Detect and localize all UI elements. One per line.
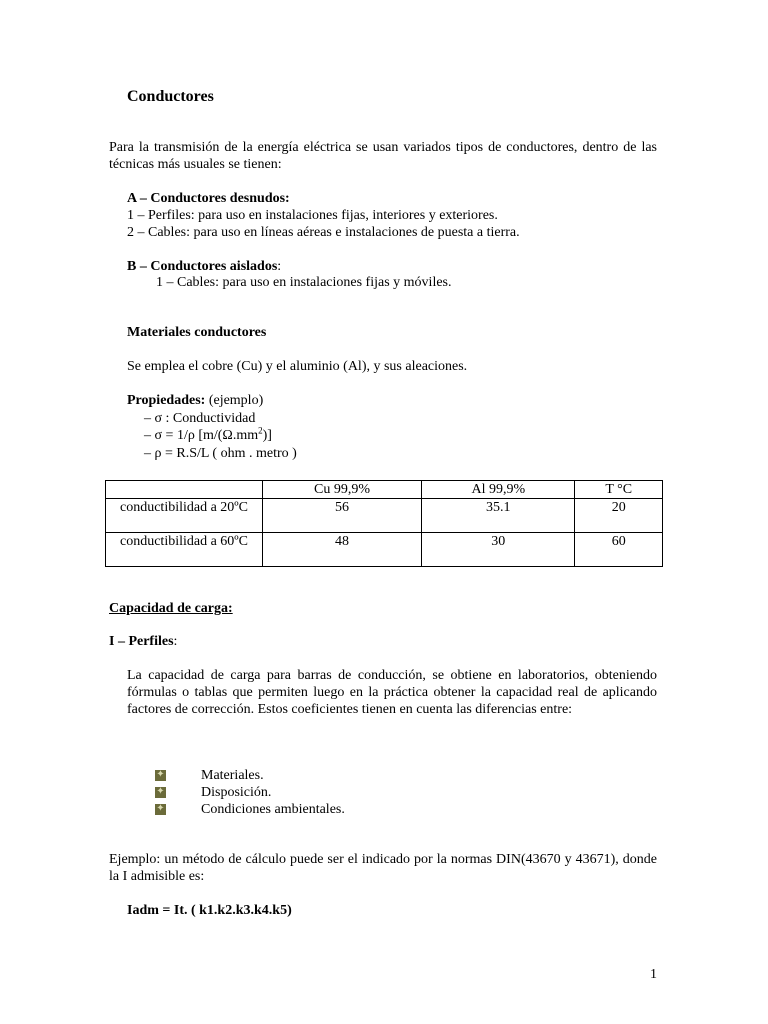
- materials-heading: Materiales conductores: [127, 325, 267, 340]
- table-header-cell: Al 99,9%: [422, 481, 575, 499]
- table-cell: 20: [575, 499, 663, 533]
- page-number: 1: [650, 967, 657, 982]
- perfiles-heading: [109, 633, 177, 650]
- section-b-item-1: 1 – Cables: para uso en instalaciones fijas y móviles.: [156, 275, 452, 290]
- list-item-text: Materiales.: [201, 768, 264, 783]
- bullet-icon: [155, 787, 166, 798]
- perfiles-heading-text: I – Perfiles: [109, 634, 174, 649]
- property-line-2: [144, 427, 272, 444]
- example-paragraph: Ejemplo: un método de cálculo puede ser el indicado por la normas DIN(43670 y 43671), donde la I admisible es:: [109, 852, 657, 884]
- list-item-text: Condiciones ambientales.: [201, 802, 345, 817]
- properties-heading-text: Propiedades:: [127, 393, 206, 408]
- bullet-icon: [155, 804, 166, 815]
- property-line-3: – ρ = R.S/L ( ohm . metro ): [144, 446, 297, 461]
- table-header-cell: Cu 99,9%: [263, 481, 422, 499]
- section-a-item-2: 2 – Cables: para uso en líneas aéreas e instalaciones de puesta a tierra.: [127, 225, 520, 240]
- table-cell: conductibilidad a 20ºC: [106, 499, 263, 533]
- property-line-2-post: )]: [262, 428, 272, 443]
- section-a-item-1: 1 – Perfiles: para uso en instalaciones fijas, interiores y exteriores.: [127, 208, 498, 223]
- perfiles-heading-colon: :: [173, 634, 178, 649]
- section-b-heading-colon: :: [277, 259, 282, 274]
- table-header-cell: T °C: [575, 481, 663, 499]
- property-line-2-sup: 2: [258, 425, 263, 436]
- properties-table: [105, 480, 663, 567]
- list-item-text: Disposición.: [201, 785, 272, 800]
- formula: Iadm = It. ( k1.k2.k3.k4.k5): [127, 903, 292, 918]
- table-cell: 60: [575, 533, 663, 567]
- table-cell: 35.1: [422, 499, 575, 533]
- section-b-heading-text: B – Conductores aislados: [127, 259, 278, 274]
- properties-heading: [127, 392, 263, 409]
- section-b-heading: [127, 258, 281, 275]
- capacity-heading: Capacidad de carga:: [109, 601, 233, 616]
- table-row: [106, 533, 663, 567]
- capacity-paragraph: La capacidad de carga para barras de conducción, se obtiene en laboratorios, obteniendo fórmulas o tablas que permiten luego en la práctica obtener la capacidad real de aplicando factores de corrección. Estos coeficientes tienen en cuenta las diferencias entre:: [127, 668, 657, 717]
- property-line-1: – σ : Conductividad: [144, 411, 256, 426]
- property-line-2-pre: – σ = 1/ρ [m/(Ω.mm: [144, 428, 259, 443]
- bullet-icon: [155, 770, 166, 781]
- differences-list: [155, 767, 345, 818]
- properties-heading-suffix: (ejemplo): [205, 393, 264, 408]
- page-title: Conductores: [127, 88, 214, 105]
- intro-paragraph: Para la transmisión de la energía eléctrica se usan variados tipos de conductores, dentro de las técnicas más usuales se tienen:: [109, 140, 657, 172]
- list-item: [155, 784, 345, 801]
- list-item: [155, 767, 345, 784]
- list-item: [155, 801, 345, 818]
- table-row: [106, 499, 663, 533]
- table-header-row: [106, 481, 663, 499]
- section-a-heading: A – Conductores desnudos:: [127, 191, 290, 206]
- table-cell: conductibilidad a 60ºC: [106, 533, 263, 567]
- table-cell: 56: [263, 499, 422, 533]
- materials-text: Se emplea el cobre (Cu) y el aluminio (Al), y sus aleaciones.: [127, 359, 468, 374]
- table-cell: 30: [422, 533, 575, 567]
- table-header-cell: [106, 481, 263, 499]
- table-cell: 48: [263, 533, 422, 567]
